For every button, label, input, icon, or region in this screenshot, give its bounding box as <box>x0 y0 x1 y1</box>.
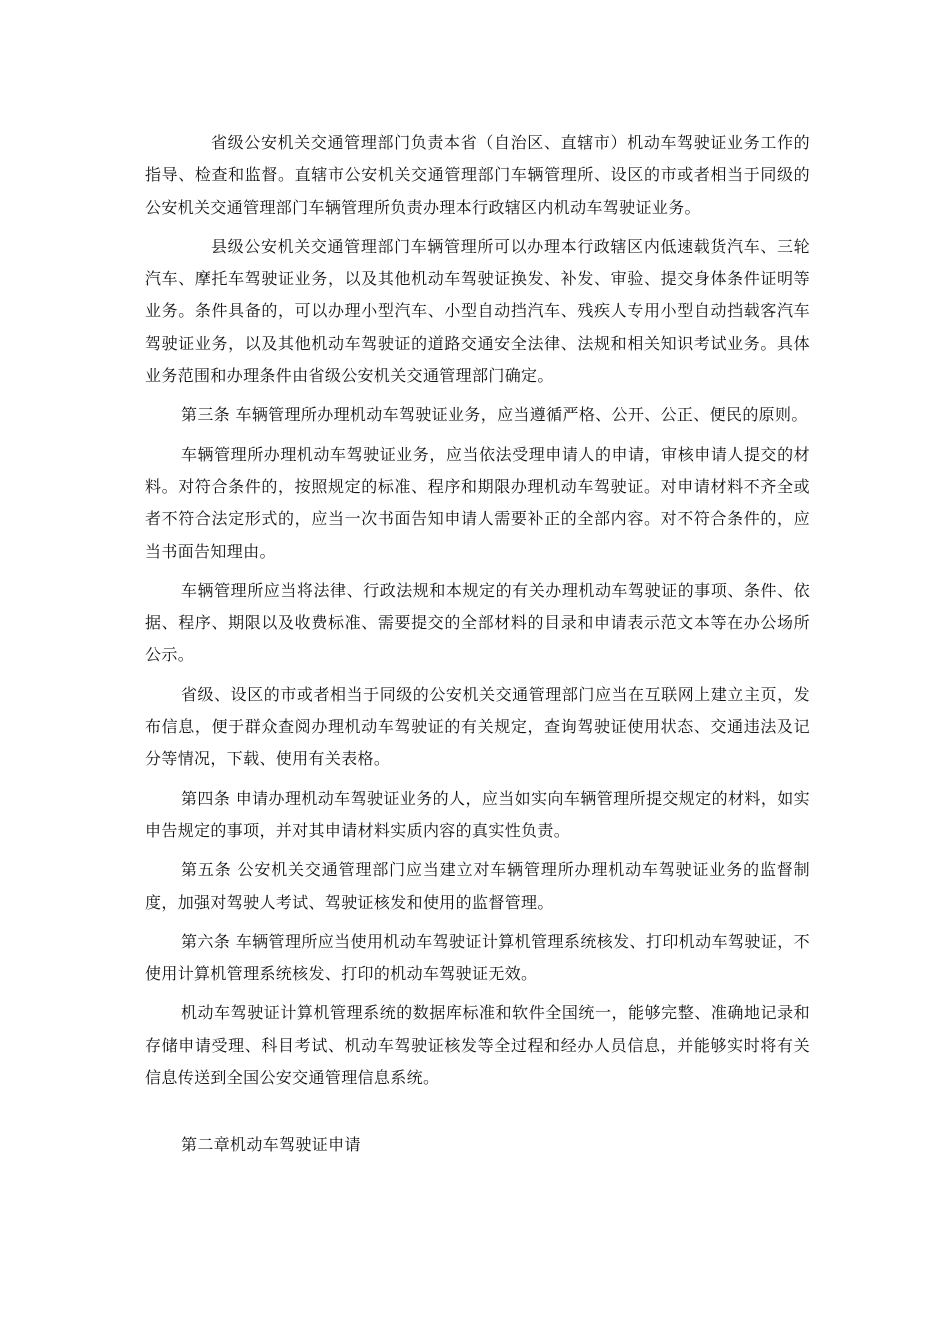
chapter-heading: 第二章机动车驾驶证申请 <box>181 1135 361 1155</box>
paragraph-provincial-duties: 省级公安机关交通管理部门负责本省（自治区、直辖市）机动车驾驶证业务工作的指导、检查和监督。直辖市公安机关交通管理部门车辆管理所、设区的市或者相当于同级的公安机关交通管理部门车辆管理所负责办理本行政辖区内机动车驾驶证业务。 <box>145 133 810 217</box>
paragraph-application-review: 车辆管理所办理机动车驾驶证业务，应当依法受理申请人的申请，审核申请人提交的材料。对符合条件的，按照规定的标准、程序和期限办理机动车驾驶证。对申请材料不齐全或者不符合法定形式的，应当一次书面告知申请人需要补正的全部内容。对不符合条件的，应当书面告知理由。 <box>145 444 810 561</box>
document-body <box>145 127 810 1161</box>
paragraph-public-notice: 车辆管理所应当将法律、行政法规和本规定的有关办理机动车驾驶证的事项、条件、依据、程序、期限以及收费标准、需要提交的全部材料的目录和申请表示范文本等在办公场所公示。 <box>145 580 810 665</box>
paragraph-article-3: 第三条 车辆管理所办理机动车驾驶证业务，应当遵循严格、公开、公正、便民的原则。 <box>181 405 808 425</box>
paragraph-article-6: 第六条 车辆管理所应当使用机动车驾驶证计算机管理系统核发、打印机动车驾驶证，不使用计算机管理系统核发、打印的机动车驾驶证无效。 <box>145 931 810 984</box>
paragraph-article-5: 第五条 公安机关交通管理部门应当建立对车辆管理所办理机动车驾驶证业务的监督制度，加强对驾驶人考试、驾驶证核发和使用的监督管理。 <box>145 860 810 912</box>
paragraph-internet-homepage: 省级、设区的市或者相当于同级的公安机关交通管理部门应当在互联网上建立主页，发布信息，便于群众查阅办理机动车驾驶证的有关规定，查询驾驶证使用状态、交通违法及记分等情况，下载、使用有关表格。 <box>145 684 810 769</box>
paragraph-county-duties: 县级公安机关交通管理部门车辆管理所可以办理本行政辖区内低速载货汽车、三轮汽车、摩托车驾驶证业务，以及其他机动车驾驶证换发、补发、审验、提交身体条件证明等业务。条件具备的，可以办理小型汽车、小型自动挡汽车、残疾人专用小型自动挡载客汽车驾驶证业务，以及其他机动车驾驶证的道路交通安全法律、法规和相关知识考试业务。具体业务范围和办理条件由省级公安机关交通管理部门确定。 <box>145 236 810 386</box>
paragraph-management-system: 机动车驾驶证计算机管理系统的数据库标准和软件全国统一，能够完整、准确地记录和存储申请受理、科目考试、机动车驾驶证核发等全过程和经办人员信息，并能够实时将有关信息传送到全国公安交通管理信息系统。 <box>145 1003 810 1088</box>
paragraph-article-4: 第四条 申请办理机动车驾驶证业务的人，应当如实向车辆管理所提交规定的材料，如实申告规定的事项，并对其申请材料实质内容的真实性负责。 <box>145 788 810 840</box>
